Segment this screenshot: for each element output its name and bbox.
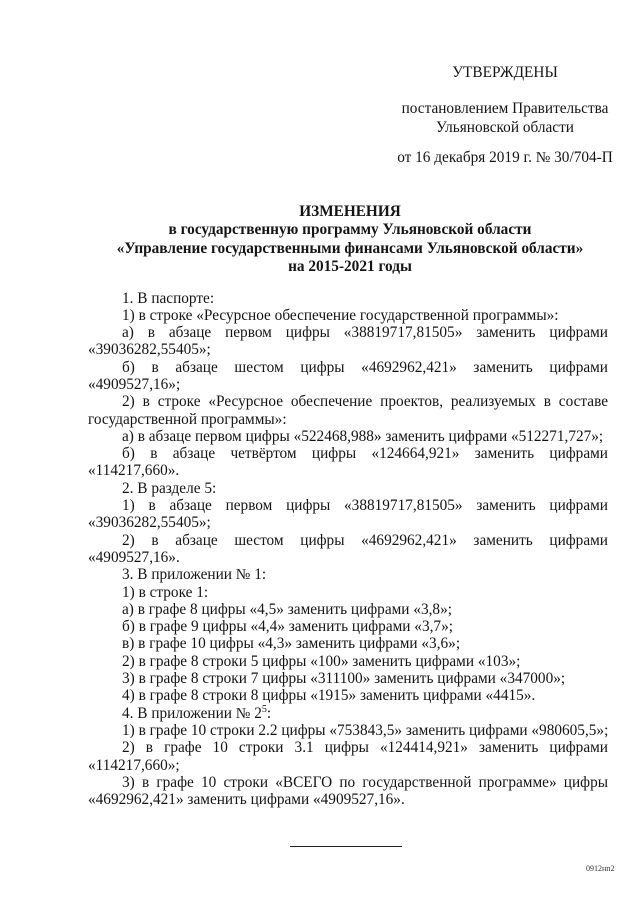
approval-authority [395,99,615,137]
paragraph [88,324,608,359]
paragraph [88,670,608,687]
closing-rule [290,846,402,847]
paragraph-line: б) в абзаце шестом цифры «4692962,421» заменить цифрами [122,358,608,376]
paragraph-line: в) в графе 10 цифры «4,3» заменить цифрами «3,6»; [122,635,461,653]
approval-heading: УТВЕРЖДЕНЫ [452,64,558,81]
section-2-heading [88,480,608,497]
document-title [88,203,612,276]
title-line1: в государственную программу Ульяновской области [168,221,532,239]
paragraph-line: «114217,660». [88,462,180,480]
paragraph [88,393,608,428]
paragraph-line: 2) в графе 10 строки 3.1 цифры «124414,921» заменить цифрами [122,739,608,757]
document-body [88,290,608,809]
paragraph-line: 2) в строке «Ресурсное обеспечение проектов, реализуемых в составе [122,393,608,411]
paragraph [88,653,608,670]
title-heading: ИЗМЕНЕНИЯ [299,203,401,220]
paragraph-line: 2) в графе 8 строки 5 цифры «100» заменить цифрами «103»; [122,652,521,670]
section-3-heading [88,566,608,583]
paragraph-line: а) в абзаце первом цифры «38819717,81505» заменить цифрами [122,324,608,342]
title-line3: на 2015-2021 годы [288,257,412,275]
paragraph-line: 3) в графе 10 строки «ВСЕГО по государственной программе» цифры [122,773,608,791]
paragraph [88,601,608,618]
section-1-heading [88,290,608,307]
paragraph-line: «4909527,16»; [88,375,181,393]
footer-code: 0912нп2 [586,864,615,873]
paragraph-line: 1) в строке «Ресурсное обеспечение государственной программы»: [122,306,559,324]
paragraph [88,445,608,480]
paragraph-line: б) в графе 9 цифры «4,4» заменить цифрами «3,7»; [122,618,453,636]
paragraph-line: а) в абзаце первом цифры «522468,988» заменить цифрами «512271,727»; [122,427,604,445]
paragraph [88,584,608,601]
paragraph-line: 1. В паспорте: [122,289,215,307]
paragraph [88,307,608,324]
paragraph-line [88,705,608,722]
paragraph-line: 1) в графе 10 строки 2.2 цифры «753843,5» заменить цифрами «980605,5»; [122,721,609,739]
paragraph-line: б) в абзаце четвёртом цифры «124664,921» заменить цифрами [122,445,608,463]
paragraph [88,774,608,809]
paragraph-line: 3. В приложении № 1: [122,566,267,584]
paragraph [88,722,608,739]
paragraph [88,635,608,652]
appendix-superscript: 5 [261,703,267,715]
paragraph-line: 1) в абзаце первом цифры «38819717,81505» заменить цифрами [122,497,608,515]
paragraph-line: 2. В разделе 5: [122,479,217,497]
paragraph-line: 2) в абзаце шестом цифры «4692962,421» заменить цифрами [122,531,608,549]
approval-authority-line1: постановлением Правительства [401,99,609,117]
paragraph [88,359,608,394]
paragraph-line: «39036282,55405»; [88,341,211,359]
paragraph-line: «4692962,421» заменить цифрами «4909527,16». [88,791,405,809]
approval-date-number: от 16 декабря 2019 г. № 30/704-П [397,149,613,166]
paragraph-line: 1) в строке 1: [122,583,209,601]
title-line2: «Управление государственными финансами Ульяновской области» [116,239,584,257]
paragraph-line: «39036282,55405»; [88,514,211,532]
approval-authority-line2: Ульяновской области [436,118,574,136]
paragraph [88,739,608,774]
paragraph [88,428,608,445]
paragraph [88,532,608,567]
paragraph [88,618,608,635]
paragraph [88,497,608,532]
paragraph [88,687,608,704]
paragraph-line: «4909527,16». [88,548,180,566]
paragraph-line: а) в графе 8 цифры «4,5» заменить цифрами «3,8»; [122,600,452,618]
paragraph-line: 4) в графе 8 строки 8 цифры «1915» заменить цифрами «4415». [122,687,536,705]
section-4-text: 4. В приложении № 2 [122,704,262,722]
paragraph-line: государственной программы»: [88,410,287,428]
paragraph-line: «114217,660»; [88,756,180,774]
section-4-heading [88,705,608,722]
section-4-colon: : [266,704,272,722]
paragraph-line: 3) в графе 8 строки 7 цифры «311100» заменить цифрами «347000»; [122,670,566,688]
